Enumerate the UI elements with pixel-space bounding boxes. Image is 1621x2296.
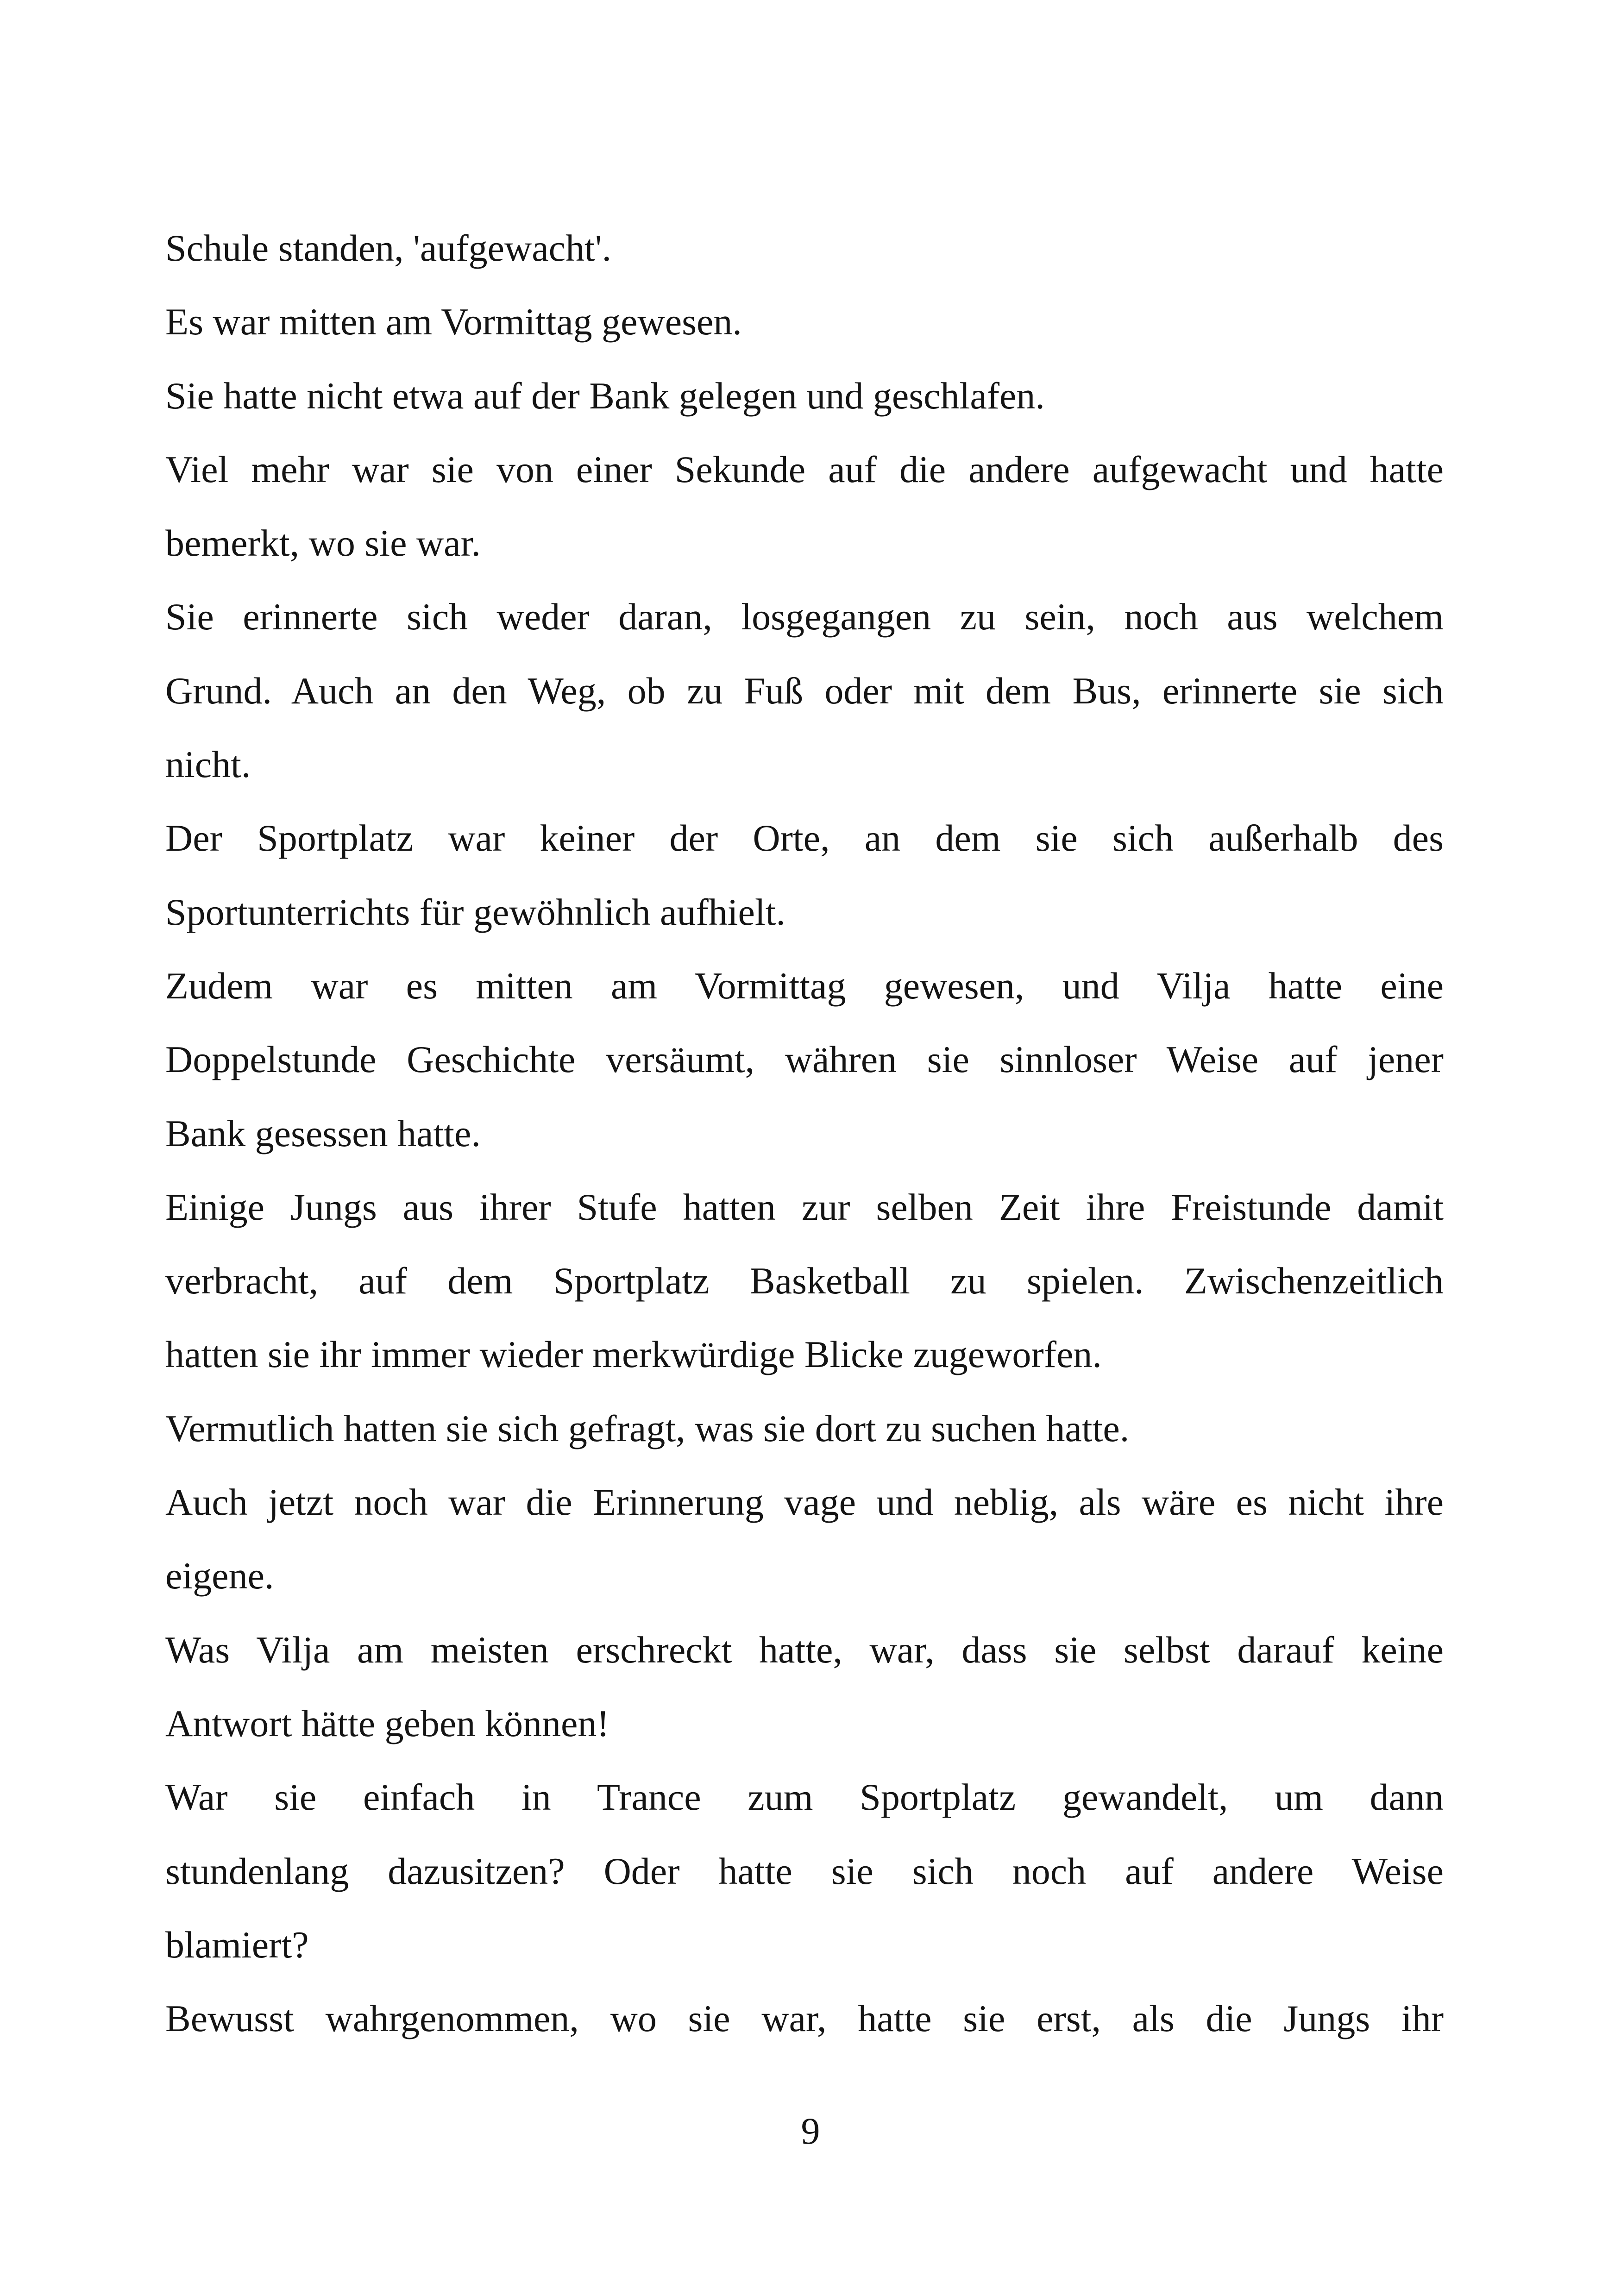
text-line: War sie einfach in Trance zum Sportplatz gewandelt, um dann [165,1776,1444,1819]
page-number: 9 [801,2110,820,2152]
text-line: verbracht, auf dem Sportplatz Basketball zu spielen. Zwischenzeitlich [165,1260,1444,1302]
text-line: Schule standen, 'aufgewacht'. [165,227,612,269]
text-line: Zudem war es mitten am Vormittag gewesen, und Vilja hatte eine [165,964,1444,1007]
text-line: Sportunterrichts für gewöhnlich aufhielt. [165,891,785,933]
text-line: stundenlang dazusitzen? Oder hatte sie sich noch auf andere Weise [165,1850,1444,1892]
text-line: Doppelstunde Geschichte versäumt, währen sie sinnloser Weise auf jener [165,1038,1444,1081]
text-line: Bewusst wahrgenommen, wo sie war, hatte sie erst, als die Jungs ihr [165,1997,1444,2040]
text-line: Viel mehr war sie von einer Sekunde auf die andere aufgewacht und hatte [165,448,1444,490]
text-line: Sie erinnerte sich weder daran, losgegangen zu sein, noch aus welchem [165,596,1444,638]
text-line: Was Vilja am meisten erschreckt hatte, war, dass sie selbst darauf keine [165,1628,1444,1671]
text-line: eigene. [165,1555,274,1597]
text-line: Vermutlich hatten sie sich gefragt, was sie dort zu suchen hatte. [165,1407,1130,1449]
text-line: Antwort hätte geben können! [165,1702,609,1744]
text-line: Grund. Auch an den Weg, ob zu Fuß oder mit dem Bus, erinnerte sie sich [165,669,1444,712]
text-line: Sie hatte nicht etwa auf der Bank gelegen und geschlafen. [165,374,1045,417]
text-line: Bank gesessen hatte. [165,1112,481,1154]
text-line: Der Sportplatz war keiner der Orte, an dem sie sich außerhalb des [165,817,1444,859]
text-line: Einige Jungs aus ihrer Stufe hatten zur selben Zeit ihre Freistunde damit [165,1186,1444,1228]
text-line: Es war mitten am Vormittag gewesen. [165,301,742,343]
text-line: bemerkt, wo sie war. [165,522,481,565]
body-text [165,211,1444,2055]
text-line: blamiert? [165,1923,309,1966]
text-line: hatten sie ihr immer wieder merkwürdige Blicke zugeworfen. [165,1333,1102,1376]
text-line: Auch jetzt noch war die Erinnerung vage und neblig, als wäre es nicht ihre [165,1481,1444,1524]
text-line: nicht. [165,743,251,786]
